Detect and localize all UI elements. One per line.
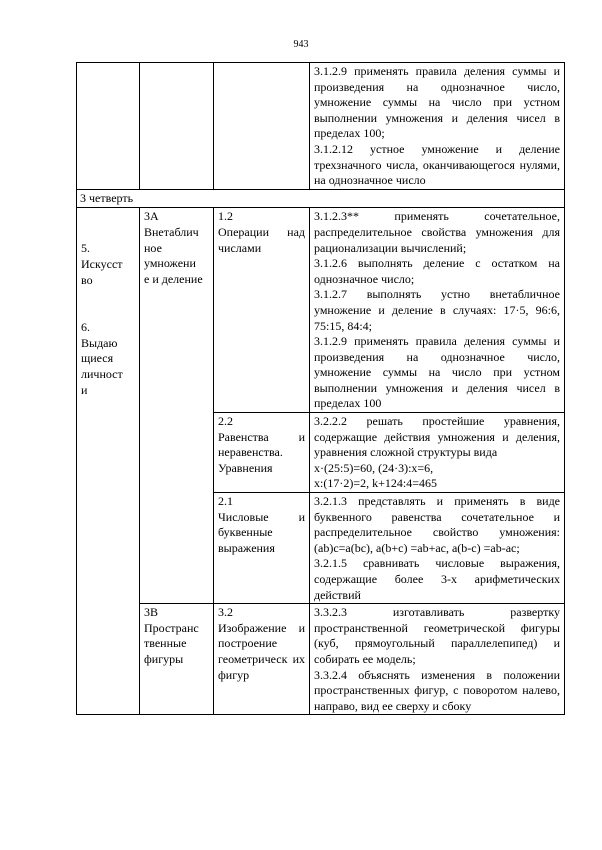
subsection-cell (214, 208, 310, 413)
subsection-text: Операции над числами (218, 224, 305, 255)
objectives-cell (310, 63, 565, 190)
section-text: Внетаблич (144, 224, 199, 239)
topic-text: щиеся (81, 351, 114, 366)
section-text: фигуры (144, 651, 184, 666)
topic-text: 5. (81, 241, 90, 256)
subsection-text: 2.2 (218, 414, 233, 429)
section-text: Пространс (144, 620, 199, 635)
section-text: ное (144, 240, 162, 255)
objective-text: 3.1.2.7 выполнять устно внетабличное умножение и деление в случаях: 17·5, 96:6, 75:15, 84:4; (314, 287, 560, 333)
topic-text: Искусст (81, 256, 123, 271)
objective-text: 3.2.2.2 решать простейшие уравнения, содержащие действия умножения и деления, уравнения сложной структуры вида (314, 414, 560, 460)
table-cell (140, 63, 214, 190)
subsection-text: Изображение и построение геометрическ их фигур (218, 620, 305, 682)
objective-text: 3.1.2.9 применять правила деления суммы и произведения на однозначное число, умножение суммы на число при устном выполнении умножения и деления чисел в пределах 100 (314, 334, 560, 411)
subsection-cell (214, 493, 310, 604)
topic-text: и (81, 382, 88, 397)
objective-text: 3.1.2.9 применять правила деления суммы и произведения на однозначное число, умножение суммы на число при устном выполнении умножения и деления чисел в пределах 100; (314, 64, 560, 141)
objectives-cell (310, 493, 565, 604)
subsection-text: 2.1 (218, 494, 233, 509)
quarter-label: 3 четверть (77, 189, 565, 208)
table-cell (77, 63, 140, 190)
objectives-cell (310, 208, 565, 413)
objective-text: x·(25:5)=60, (24·3):x=6, (314, 460, 434, 475)
subsection-text: 1.2 (218, 209, 233, 224)
objective-text: 3.1.2.3** применять сочетательное, распределительное свойства умножения для рационализации вычислений; (314, 209, 560, 255)
objective-text: 3.2.1.3 представлять и применять в виде буквенного равенства сочетательное и распределительное свойство умножения: (ab)c=a(bc), a(b+c) =ab+ac, a(b-c) =ab-ac; (314, 494, 560, 555)
page-number: 943 (293, 39, 309, 50)
section-text: 3А (144, 209, 159, 224)
topic-text: личност (81, 366, 123, 381)
topic-text: во (81, 272, 93, 287)
table-cell (214, 63, 310, 190)
subsection-cell (214, 604, 310, 715)
objectives-cell (310, 604, 565, 715)
objective-text: 3.3.2.4 объяснять изменения в положении пространственных фигур, с поворотом налево, направо, вид ее сверху и сбоку (314, 667, 560, 713)
subsection-text: 3.2 (218, 605, 233, 620)
section-text: умножени (144, 256, 196, 271)
objective-text: 3.3.2.3 изготавливать развертку пространственной геометрической фигуры (куб, прямоугольный параллелепипед) и собирать ее модель; (314, 605, 560, 666)
section-cell (140, 604, 214, 715)
section-text: е и деление (144, 271, 203, 286)
objective-text: x:(17·2)=2, k+124:4=465 (314, 476, 437, 491)
section-cell (140, 208, 214, 604)
quarter-row (77, 189, 565, 208)
table-row (77, 63, 565, 190)
objective-text: 3.2.1.5 сравнивать числовые выражения, содержащие более 3-х арифметических действий (314, 556, 560, 602)
table-row (77, 208, 565, 413)
objective-text: 3.1.2.12 устное умножение и деление трехзначного числа, оканчивающегося нулями, на однозначное число (314, 141, 560, 188)
subsection-cell (214, 413, 310, 493)
table-row (77, 604, 565, 715)
topic-text: 6. (81, 320, 90, 335)
subsection-text: Равенства и неравенства. Уравнения (218, 429, 305, 475)
section-text: твенные (144, 636, 187, 651)
subsection-text: Числовые и буквенные выражения (218, 509, 305, 555)
topic-text: Выдаю (81, 335, 118, 350)
objective-text: 3.1.2.6 выполнять деление с остатком на однозначное число; (314, 256, 560, 286)
section-text: 3В (144, 605, 159, 620)
topic-cell (77, 208, 140, 715)
objectives-cell (310, 413, 565, 493)
curriculum-table (76, 62, 565, 715)
